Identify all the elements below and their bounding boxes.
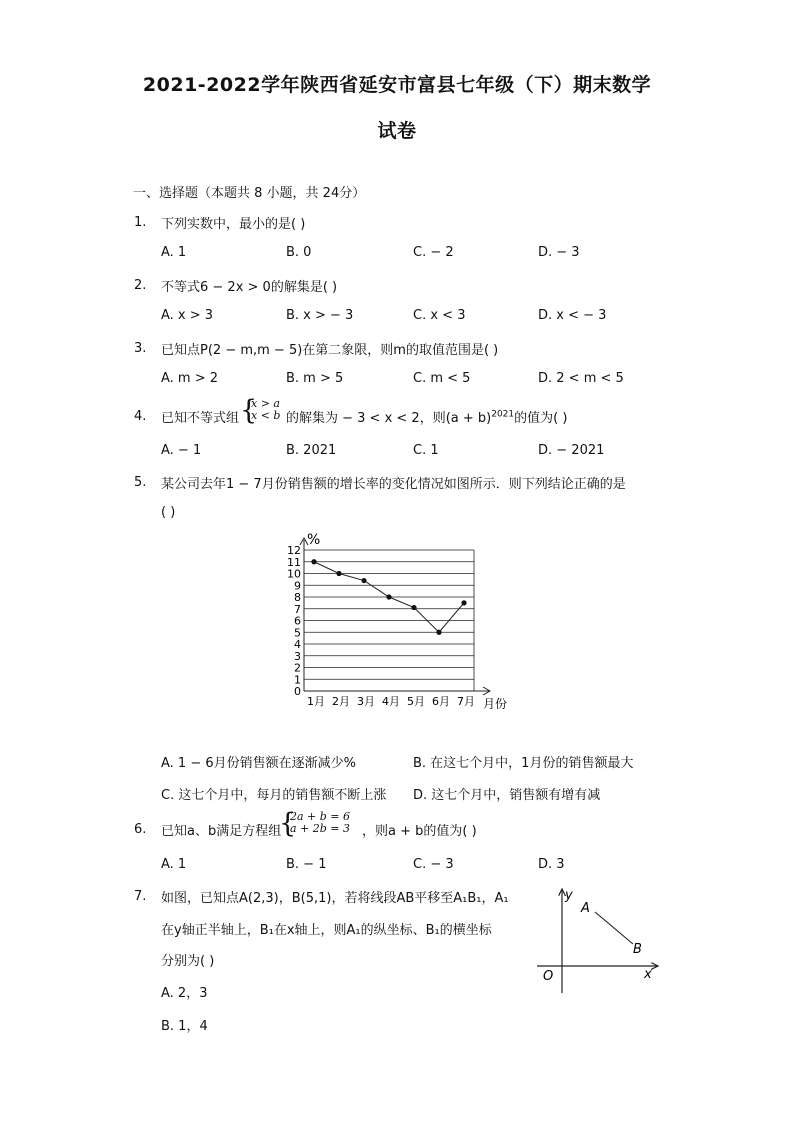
option-a: A. 1 − 6月份销售额在逐渐减少% — [161, 756, 356, 771]
y-tick-label: 12 — [287, 544, 301, 557]
option-b: B. 2021 — [286, 443, 337, 458]
option-b: B. 在这七个月中，1月份的销售额最大 — [413, 756, 634, 771]
x-tick-label: 5月 — [407, 695, 425, 708]
x-axis-label: x — [644, 967, 652, 982]
question-stem: 已知点P(2 − m,m − 5)在第二象限，则m的取值范围是( ) — [161, 343, 499, 358]
data-point — [386, 594, 391, 599]
data-point — [361, 578, 366, 583]
page-title-line2: 试卷 — [377, 120, 417, 142]
question-number: 2. — [134, 278, 147, 293]
question-stem-line2: 在y轴正半轴上，B₁在x轴上，则A₁的纵坐标、B₁的横坐标 — [161, 923, 492, 938]
question-number: 4. — [134, 409, 147, 424]
exponent: 2021 — [491, 409, 515, 420]
question-stem-prefix: 已知不等式组 — [161, 411, 240, 426]
question-number: 1. — [134, 215, 147, 230]
y-tick-label: 6 — [294, 614, 301, 628]
y-axis-label: % — [307, 532, 321, 548]
x-tick-label: 4月 — [382, 695, 400, 708]
system-line-1: x > a — [251, 397, 280, 410]
data-point — [436, 630, 441, 635]
y-tick-label: 1 — [294, 673, 301, 687]
option-a: A. 1 — [161, 857, 187, 872]
option-c: C. 这七个月中，每月的销售额不断上涨 — [161, 788, 387, 803]
x-tick-label: 1月 — [307, 695, 325, 708]
y-tick-label: 2 — [294, 661, 301, 675]
y-axis-label: y — [565, 888, 573, 903]
question-stem-line3: 分别为( ) — [161, 954, 215, 969]
system-line-2: x < b — [251, 409, 281, 422]
stem-end: 的值为( ) — [514, 411, 568, 426]
option-c: C. m < 5 — [413, 371, 471, 386]
option-b: B. m > 5 — [286, 371, 344, 386]
x-tick-label: 7月 — [457, 695, 475, 708]
option-c: C. − 3 — [413, 857, 454, 872]
y-tick-label: 9 — [294, 579, 301, 593]
page-title-line1: 2021-2022学年陕西省延安市富县七年级（下）期末数学 — [142, 74, 652, 96]
question-stem-prefix: 已知a、b满足方程组 — [161, 824, 282, 839]
option-c: C. − 2 — [413, 245, 454, 260]
question-number: 6. — [134, 822, 147, 837]
y-tick-label: 4 — [294, 638, 301, 651]
option-a: A. 1 — [161, 245, 187, 260]
question-number: 7. — [134, 889, 147, 904]
question-stem-line1: 如图，已知点A(2,3)，B(5,1)，若将线段AB平移至A₁B₁，A₁ — [161, 891, 509, 906]
option-a: A. − 1 — [161, 443, 202, 458]
stem-text: 的解集为 − 3 < x < 2，则(a + b) — [286, 411, 492, 426]
growth-rate-line-chart — [282, 528, 522, 713]
option-b: B. 0 — [286, 245, 312, 260]
y-tick-label: 3 — [294, 649, 301, 663]
option-d: D. − 2021 — [538, 443, 605, 458]
x-tick-label: 2月 — [332, 695, 350, 708]
brace-symbol: { — [240, 395, 258, 426]
option-a: A. x > 3 — [161, 308, 214, 323]
brace-symbol: { — [279, 808, 297, 839]
option-b: B. 1，4 — [161, 1019, 208, 1034]
x-tick-label: 3月 — [357, 695, 375, 708]
data-point — [461, 600, 466, 605]
inequality-system — [251, 398, 280, 422]
coordinate-figure — [533, 885, 663, 995]
option-c: C. 1 — [413, 443, 439, 458]
y-tick-label: 11 — [287, 555, 301, 569]
option-d: D. 3 — [538, 857, 565, 872]
point-a-label: A — [581, 901, 590, 916]
question-stem-line2: ( ) — [161, 505, 176, 520]
x-axis-label: 月份 — [483, 697, 508, 711]
y-tick-label: 0 — [294, 685, 301, 698]
option-b: B. − 1 — [286, 857, 327, 872]
question-number: 3. — [134, 341, 147, 356]
option-d: D. − 3 — [538, 245, 580, 260]
y-tick-label: 10 — [287, 567, 301, 581]
equation-system — [290, 811, 350, 835]
option-d: D. 2 < m < 5 — [538, 371, 624, 386]
question-number: 5. — [134, 475, 147, 490]
question-stem: 不等式6 − 2x > 0的解集是( ) — [161, 280, 338, 295]
data-point — [336, 571, 341, 576]
option-d: D. x < − 3 — [538, 308, 607, 323]
option-d: D. 这七个月中，销售额有增有减 — [413, 788, 601, 803]
question-stem-suffix: ，则a + b的值为( ) — [362, 824, 477, 839]
question-stem-suffix — [286, 407, 567, 426]
y-tick-label: 5 — [294, 626, 301, 640]
data-point — [411, 605, 416, 610]
x-tick-label: 6月 — [432, 695, 450, 708]
system-line-2: a + 2b = 3 — [290, 822, 351, 835]
origin-label: O — [543, 969, 554, 984]
option-b: B. x > − 3 — [286, 308, 354, 323]
y-tick-label: 7 — [294, 602, 301, 616]
segment-ab — [595, 912, 633, 944]
y-tick-label: 8 — [294, 591, 301, 604]
option-a: A. m > 2 — [161, 371, 219, 386]
point-b-label: B — [633, 942, 642, 957]
question-stem: 下列实数中，最小的是( ) — [161, 217, 306, 232]
option-a: A. 2，3 — [161, 986, 208, 1001]
option-c: C. x < 3 — [413, 308, 466, 323]
system-line-1: 2a + b = 6 — [290, 810, 351, 823]
data-point — [311, 559, 316, 564]
section-heading: 一、选择题（本题共 8 小题，共 24分） — [133, 186, 366, 201]
question-stem-line1: 某公司去年1 − 7月份销售额的增长率的变化情况如图所示．则下列结论正确的是 — [161, 477, 626, 492]
